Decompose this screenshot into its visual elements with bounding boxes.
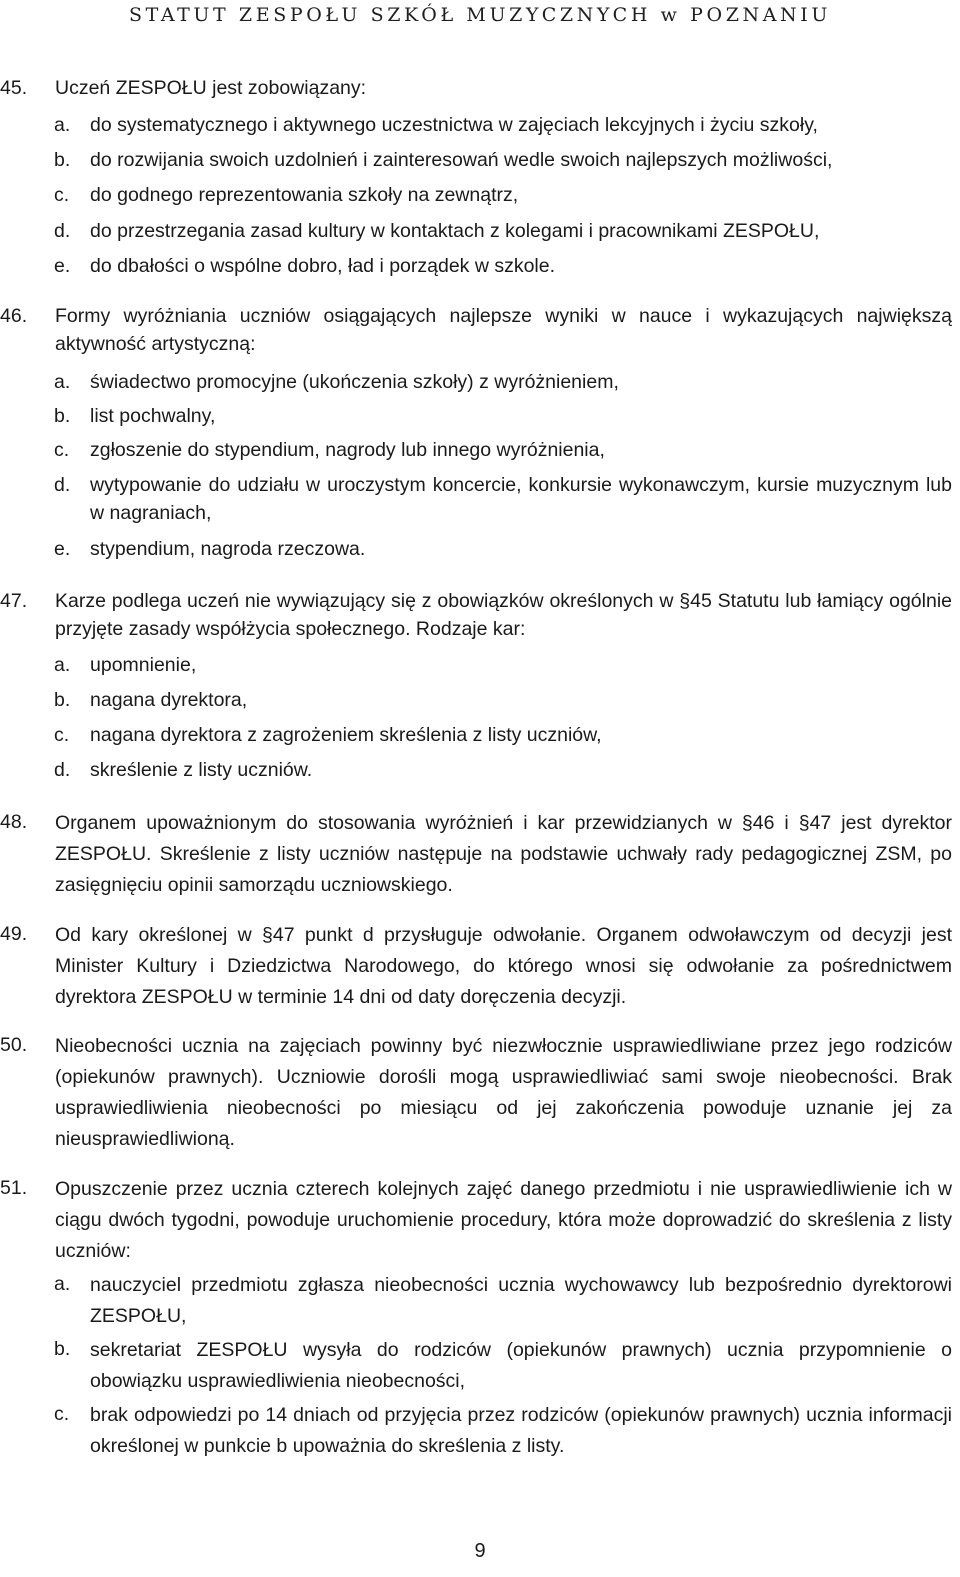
list-item: świadectwo promocyjne (ukończenia szkoły) z wyróżnieniem,: [90, 371, 619, 393]
item-label: b.: [54, 149, 71, 171]
list-item: nauczyciel przedmiotu zgłasza nieobecności ucznia wychowawcy lub bezpośrednio dyrektorowi ZESPOŁU,: [90, 1274, 952, 1327]
item-label: d.: [54, 759, 71, 781]
item-label: c.: [54, 184, 70, 206]
section-number: 50.: [0, 1034, 28, 1056]
list-item: nagana dyrektora,: [90, 689, 248, 711]
list-item: do rozwijania swoich uzdolnień i zainteresowań wedle swoich najlepszych możliwości,: [90, 149, 833, 171]
section-intro: Opuszczenie przez ucznia czterech kolejnych zajęć danego przedmiotu i nie usprawiedliwienie ich w ciągu dwóch tygodni, powoduje uruchomienie procedury, która może doprowadzić do skreślenia z listy uczniów:: [55, 1178, 952, 1262]
section-intro: Uczeń ZESPOŁU jest zobowiązany:: [55, 77, 367, 99]
list-item: zgłoszenie do stypendium, nagrody lub innego wyróżnienia,: [90, 439, 605, 461]
list-item: upomnienie,: [90, 654, 197, 676]
document-header: STATUT ZESPOŁU SZKÓŁ MUZYCZNYCH w POZNANIU: [129, 4, 831, 26]
section-number: 48.: [0, 811, 28, 833]
section-intro: Formy wyróżniania uczniów osiągających najlepsze wyniki w nauce i wykazujących największą aktywność artystyczną:: [55, 305, 952, 355]
section-number: 46.: [0, 305, 28, 327]
item-label: d.: [54, 474, 71, 496]
list-item: sekretariat ZESPOŁU wysyła do rodziców (opiekunów prawnych) ucznia przypomnienie o obowiązku usprawiedliwienia nieobecności,: [90, 1339, 952, 1392]
item-label: b.: [54, 1338, 71, 1360]
list-item: wytypowanie do udziału w uroczystym koncercie, konkursie wykonawczym, kursie muzycznym lub w nagraniach,: [90, 474, 952, 524]
page-number: 9: [474, 1540, 486, 1562]
item-label: c.: [54, 724, 70, 746]
list-item: do dbałości o wspólne dobro, ład i porządek w szkole.: [90, 255, 556, 277]
section-number: 49.: [0, 923, 28, 945]
list-item: brak odpowiedzi po 14 dniach od przyjęcia przez rodziców (opiekunów prawnych) ucznia informacji określonej w punkcie b upoważnia do skreślenia z listy.: [90, 1404, 952, 1457]
item-label: b.: [54, 405, 71, 427]
list-item: skreślenie z listy uczniów.: [90, 759, 313, 781]
item-label: b.: [54, 689, 71, 711]
list-item: do systematycznego i aktywnego uczestnictwa w zajęciach lekcyjnych i życiu szkoły,: [90, 114, 818, 136]
item-label: e.: [54, 538, 71, 560]
list-item: do godnego reprezentowania szkoły na zewnątrz,: [90, 184, 519, 206]
list-item: list pochwalny,: [90, 405, 216, 427]
list-item: stypendium, nagroda rzeczowa.: [90, 538, 366, 560]
list-item: nagana dyrektora z zagrożeniem skreślenia z listy uczniów,: [90, 724, 602, 746]
section-intro: Nieobecności ucznia na zajęciach powinny być niezwłocznie usprawiedliwiane przez jego rodziców (opiekunów prawnych). Uczniowie dorośli mogą usprawiedliwiać sami swoje nieobecności. Brak usprawiedliwienia nieobecności po miesiącu od jej zakończenia powoduje uznanie jej za nieusprawiedliwioną.: [55, 1035, 952, 1150]
section-intro: Od kary określonej w §47 punkt d przysługuje odwołanie. Organem odwoławczym od decyzji jest Minister Kultury i Dziedzictwa Narodowego, do którego wnosi się odwołanie za pośrednictwem dyrektora ZESPOŁU w terminie 14 dni od daty doręczenia decyzji.: [55, 924, 952, 1008]
section-number: 45.: [0, 77, 28, 99]
section-number: 47.: [0, 590, 28, 612]
section-intro: Organem upoważnionym do stosowania wyróżnień i kar przewidzianych w §46 i §47 jest dyrektor ZESPOŁU. Skreślenie z listy uczniów następuje na podstawie uchwały rady pedagogicznej ZSM, po zasięgnięciu opinii samorządu uczniowskiego.: [55, 812, 952, 896]
section-intro: Karze podlega uczeń nie wywiązujący się z obowiązków określonych w §45 Statutu lub łamiący ogólnie przyjęte zasady współżycia społecznego. Rodzaje kar:: [55, 590, 952, 640]
item-label: a.: [54, 654, 71, 676]
item-label: d.: [54, 220, 71, 242]
item-label: c.: [54, 1403, 70, 1425]
item-label: c.: [54, 439, 70, 461]
list-item: do przestrzegania zasad kultury w kontaktach z kolegami i pracownikami ZESPOŁU,: [90, 220, 820, 242]
item-label: a.: [54, 371, 71, 393]
section-number: 51.: [0, 1177, 28, 1199]
item-label: e.: [54, 255, 71, 277]
item-label: a.: [54, 114, 71, 136]
item-label: a.: [54, 1273, 71, 1295]
